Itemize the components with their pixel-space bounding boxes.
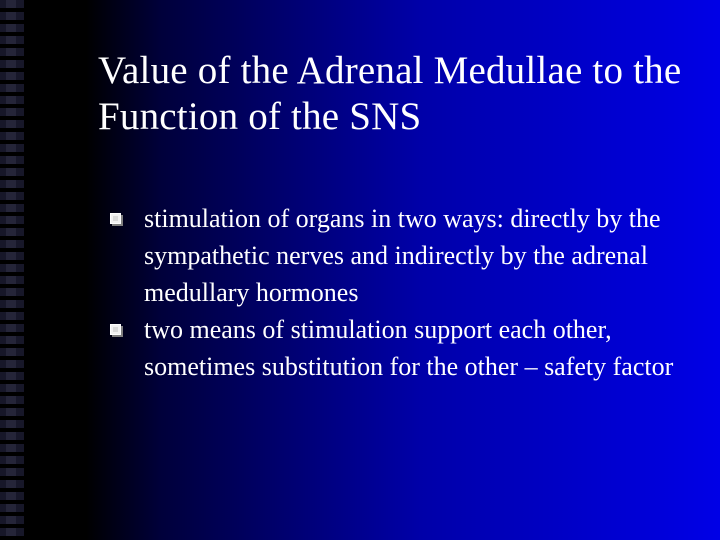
square-bullet-icon xyxy=(110,213,121,224)
square-bullet-icon xyxy=(110,324,121,335)
bullet-text: two means of stimulation support each other, sometimes substitution for the other – safety factor xyxy=(144,315,674,381)
bullet-list xyxy=(110,200,710,385)
bullet-text: stimulation of organs in two ways: directly by the sympathetic nerves and indirectly by the adrenal medullary hormones xyxy=(144,204,661,307)
bullet-item xyxy=(110,311,710,385)
bullet-item xyxy=(110,200,710,311)
decorative-left-strip xyxy=(0,0,24,540)
slide-title: Value of the Adrenal Medullae to the Function of the SNS xyxy=(98,49,682,138)
